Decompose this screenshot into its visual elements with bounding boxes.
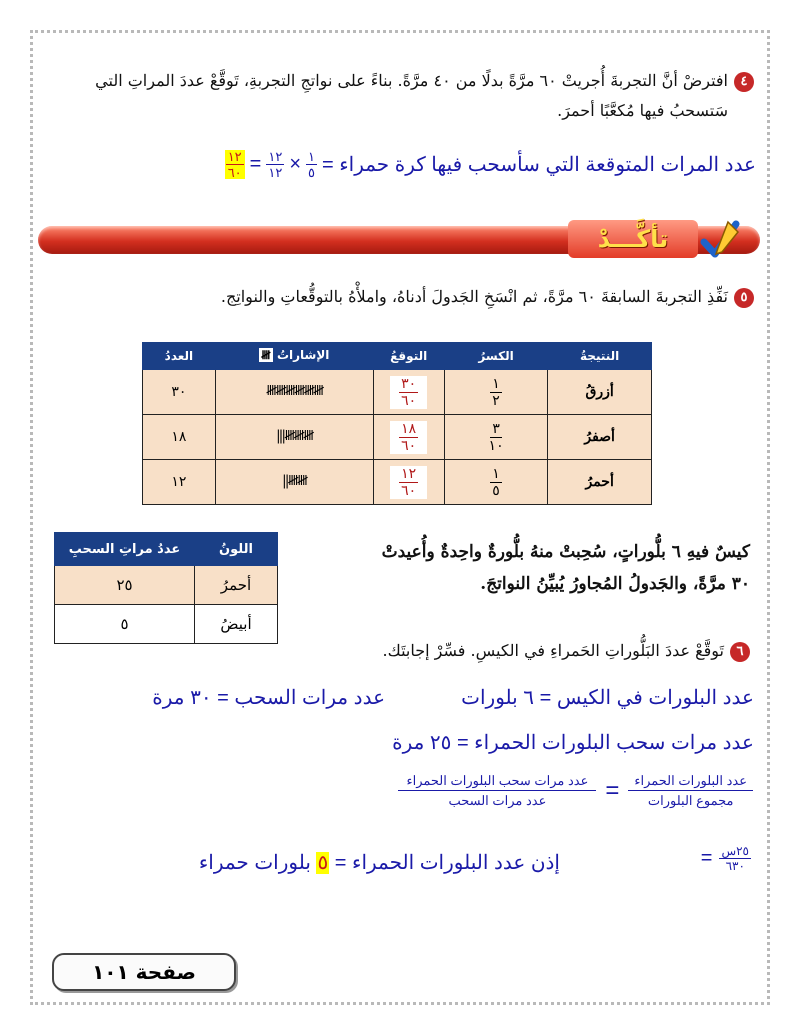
page-number: صفحة ١٠١ [52, 953, 236, 991]
question-6 [383, 636, 750, 666]
check-pencil-icon [698, 218, 742, 262]
cell-tally: 𝍸𝍸𝍸𝍸𝍸𝍸 [215, 370, 373, 415]
cell-color: أبيضُ [195, 605, 278, 644]
answer-4-text: عدد المرات المتوقعة التي سأسحب فيها كرة حمراء = [322, 154, 756, 176]
table-row [143, 415, 652, 460]
table-row [55, 605, 278, 644]
cell-fraction: $\frac{٣}{١٠}$ [444, 415, 547, 460]
cell-count: ١٨ [143, 415, 216, 460]
check-banner [38, 218, 760, 262]
cell-result: أزرقُ [548, 370, 652, 415]
cell-prediction: $\frac{١٢}{٦٠}$ [373, 460, 444, 505]
banner-label: تأكَّـــدْ [568, 220, 698, 258]
bag-line1: كيسٌ فيهِ ٦ بلُّوراتٍ، سُحِبتْ منهُ بلُّورةٌ واحِدةٌ وأُعيدتْ [381, 542, 750, 562]
fraction-draws: $\frac{\text{عدد مرات سحب البلورات الحمراء}}{\text{عدد مرات السحب}}$ [398, 774, 596, 807]
cell-tally: 𝍸𝍸𝍸||| [215, 415, 373, 460]
cell-draw-count: ٢٥ [55, 566, 195, 605]
table-row [143, 460, 652, 505]
cell-count: ١٢ [143, 460, 216, 505]
table-header-row [55, 533, 278, 566]
cell-result: أصفرُ [548, 415, 652, 460]
question-6-text: تَوقَّعْ عددَ البَلُّوراتِ الحَمراءِ في الكيسِ. فسِّرْ إجابتَك. [382, 641, 724, 660]
header-fraction: الكسرُ [444, 343, 547, 370]
question-number-badge: ٤ [734, 72, 754, 92]
cell-draw-count: ٥ [55, 605, 195, 644]
header-tally: الإشاراتُ 𝍸 [215, 343, 373, 370]
conclusion-text: إذن عدد البلورات الحمراء = [334, 852, 560, 874]
equals-sign: = [605, 776, 620, 804]
calculation [701, 845, 754, 872]
question-number-badge: ٥ [734, 288, 754, 308]
equals-sign: = [249, 153, 262, 175]
question-4-line2: سَتسحبُ فيها مُكعَّبًا أحمرَ. [557, 101, 728, 120]
experiment-table [142, 342, 652, 505]
cell-fraction: $\frac{١}{٢}$ [444, 370, 547, 415]
table-row [55, 566, 278, 605]
fraction-result: $\frac{١٢}{٦٠}$ [225, 150, 245, 179]
question-5-text: نَفِّذِ التجربةَ السابقةَ ٦٠ مرَّةً، ثم انْسَخِ الجَدولَ أدناهُ، واملأْهُ بالتوقُّعاتِ والنواتِج. [220, 287, 728, 306]
answer-6-draws: عدد مرات السحب = ٣٠ مرة [152, 687, 385, 709]
cell-color: أحمرُ [195, 566, 278, 605]
table-row [143, 370, 652, 415]
conclusion-unit: بلورات حمراء [198, 852, 311, 874]
cell-tally: 𝍸𝍸|| [215, 460, 373, 505]
cell-prediction: $\frac{٣٠}{٦٠}$ [373, 370, 444, 415]
question-4-line1: افترضْ أنَّ التجربةَ أُجريتْ ٦٠ مرَّةً بدلًا من ٤٠ مرَّةً. بناءً على نواتجِ التجربةِ، تَوقَّعْ عددَ المراتِ التي [95, 71, 728, 90]
cell-prediction: $\frac{١٨}{٦٠}$ [373, 415, 444, 460]
header-tally-mark: 𝍸 [260, 347, 271, 362]
proportion-equation [395, 774, 756, 807]
answer-6-total: عدد البلورات في الكيس = ٦ بلورات [461, 687, 754, 709]
header-draw-count: عددُ مراتِ السحبِ [55, 533, 195, 566]
answer-4 [222, 150, 756, 179]
fraction-calc: $\frac{\text{٢٥س}}{٦٣٠}$ [721, 844, 749, 873]
header-prediction: التوقعُ [373, 343, 444, 370]
draws-table [54, 532, 278, 644]
fraction-red-over-total: $\frac{\text{عدد البلورات الحمراء}}{\text{مجموع البلورات}}$ [628, 774, 753, 807]
bag-line2: ٣٠ مرَّةً، والجَدولُ المُجاورُ يُبيِّنُ النواتجَ. [480, 574, 750, 594]
header-color: اللونُ [195, 533, 278, 566]
cell-fraction: $\frac{١}{٥}$ [444, 460, 547, 505]
question-4 [39, 66, 754, 126]
answer-6-red-draws: عدد مرات سحب البلورات الحمراء = ٢٥ مرة [392, 732, 754, 754]
fraction-twelve-twelve: $\frac{١٢}{١٢}$ [268, 149, 283, 180]
header-result: النتيجةُ [548, 343, 652, 370]
conclusion [199, 850, 560, 875]
bag-description [382, 536, 750, 600]
conclusion-value: ٥ [317, 852, 329, 874]
question-5 [221, 282, 754, 312]
table-header-row [143, 343, 652, 370]
equals-sign: = [700, 847, 713, 869]
fraction-one-fifth: $\frac{١}{٥}$ [308, 149, 315, 180]
cell-count: ٣٠ [143, 370, 216, 415]
times-sign: × [289, 153, 302, 175]
question-number-badge: ٦ [730, 642, 750, 662]
header-count: العددُ [143, 343, 216, 370]
cell-result: أحمرُ [548, 460, 652, 505]
